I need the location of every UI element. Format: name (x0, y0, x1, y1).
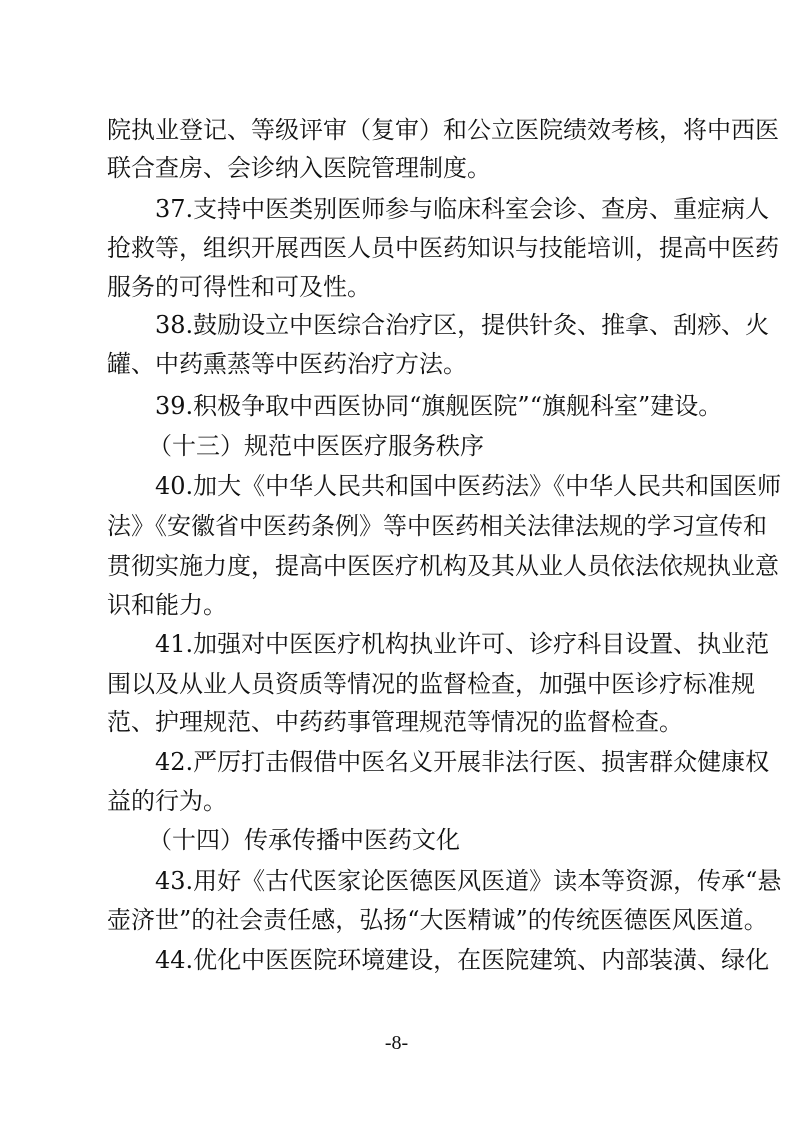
text-line: 院执业登记、等级评审（复审）和公立医院绩效考核，将中西医 (107, 116, 779, 144)
text-line: 壶济世”的社会责任感，弘扬“大医精诚”的传统医德医风医道。 (107, 906, 768, 934)
text-line: 罐、中药熏蒸等中医药治疗方法。 (107, 350, 467, 378)
text-line: 联合查房、会诊纳入医院管理制度。 (107, 154, 491, 182)
numbered-item-line: 39.积极争取中西医协同“旗舰医院”“旗舰科室”建设。 (155, 392, 723, 420)
text-line: 围以及从业人员资质等情况的监督检查，加强中医诊疗标准规 (107, 670, 755, 698)
numbered-item-line: 44.优化中医医院环境建设，在医院建筑、内部装潢、绿化 (155, 946, 770, 974)
text-line: 法》《安徽省中医药条例》等中医药相关法律法规的学习宣传和 (107, 512, 767, 540)
text-line: 抢救等，组织开展西医人员中医药知识与技能培训，提高中医药 (107, 234, 779, 262)
numbered-item-line: 40.加大《中华人民共和国中医药法》《中华人民共和国医师 (155, 472, 782, 500)
text-line: 识和能力。 (107, 591, 227, 619)
page-number: -8- (384, 1032, 409, 1054)
numbered-item-line: 41.加强对中医医疗机构执业许可、诊疗科目设置、执业范 (155, 630, 770, 658)
text-line: 范、护理规范、中药药事管理规范等情况的监督检查。 (107, 708, 683, 736)
numbered-item-line: 37.支持中医类别医师参与临床科室会诊、查房、重症病人 (155, 195, 770, 223)
text-line: 服务的可得性和可及性。 (107, 273, 371, 301)
numbered-item-line: 42.严厉打击假借中医名义开展非法行医、损害群众健康权 (155, 748, 770, 776)
text-line: 贯彻实施力度，提高中医医疗机构及其从业人员依法依规执业意 (107, 552, 779, 580)
numbered-item-line: 43.用好《古代医家论医德医风医道》读本等资源，传承“悬 (155, 867, 782, 895)
numbered-item-line: 38.鼓励设立中医综合治疗区，提供针灸、推拿、刮痧、火 (155, 311, 770, 339)
section-heading: （十三）规范中医医疗服务秩序 (148, 432, 484, 460)
text-line: 益的行为。 (107, 787, 227, 815)
section-heading: （十四）传承传播中医药文化 (148, 826, 460, 854)
